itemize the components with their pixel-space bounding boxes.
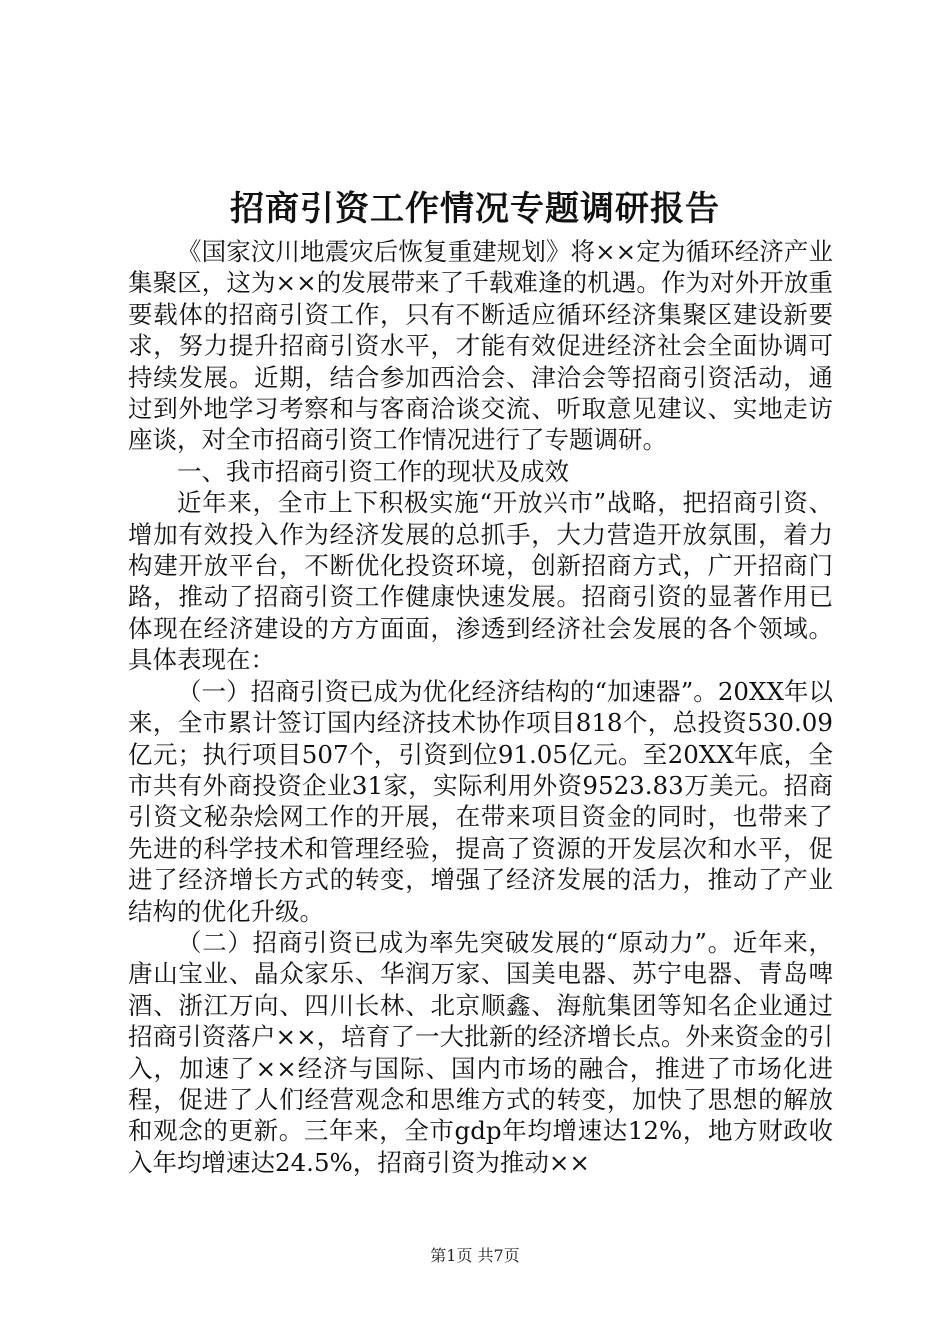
paragraph-point-two: （二）招商引资已成为率先突破发展的“原动力”。近年来，唐山宝业、晶众家乐、华润万家、国美电器、苏宁电器、青岛啤酒、浙江万向、四川长林、北京顺鑫、海航集团等知名企业通过招商引资落户××，培育了一大批新的经济增长点。外来资金的引入，加速了××经济与国际、国内市场的融合，推进了市场化进程，促进了人们经营观念和思维方式的转变，加快了思想的解放和观念的更新。三年来，全市gdp年均增速达12%，地方财政收入年均增速达24.5%，招商引资为推动×× [128,927,833,1177]
document-body [128,236,833,1178]
document-title: 招商引资工作情况专题调研报告 [230,189,720,229]
section-heading: 一、我市招商引资工作的现状及成效 [177,456,569,486]
paragraph-intro: 《国家汶川地震灾后恢复重建规划》将××定为循环经济产业集聚区，这为××的发展带来了千载难逢的机遇。作为对外开放重要载体的招商引资工作，只有不断适应循环经济集聚区建设新要求，努力提升招商引资水平，才能有效促进经济社会全面协调可持续发展。近期，结合参加西洽会、津洽会等招商引资活动，通过到外地学习考察和与客商洽谈交流、听取意见建议、实地走访座谈，对全市招商引资工作情况进行了专题调研。 [128,237,833,455]
paragraph-overview: 近年来，全市上下积极实施“开放兴市”战略，把招商引资、增加有效投入作为经济发展的总抓手，大力营造开放氛围，着力构建开放平台，不断优化投资环境，创新招商方式，广开招商门路，推动了招商引资工作健康快速发展。招商引资的显著作用已体现在经济建设的方方面面，渗透到经济社会发展的各个领域。具体表现在： [128,488,833,675]
paragraph-point-one: （一）招商引资已成为优化经济结构的“加速器”。20XX年以来，全市累计签订国内经济技术协作项目818个，总投资530.09亿元；执行项目507个，引资到位91.05亿元。至20XX年底，全市共有外商投资企业31家，实际利用外资9523.83万美元。招商引资文秘杂烩网工作的开展，在带来项目资金的同时，也带来了先进的科学技术和管理经验，提高了资源的开发层次和水平，促进了经济增长方式的转变，增强了经济发展的活力，推动了产业结构的优化升级。 [128,676,833,926]
page-number-footer: 第1页 共7页 [430,1246,520,1265]
